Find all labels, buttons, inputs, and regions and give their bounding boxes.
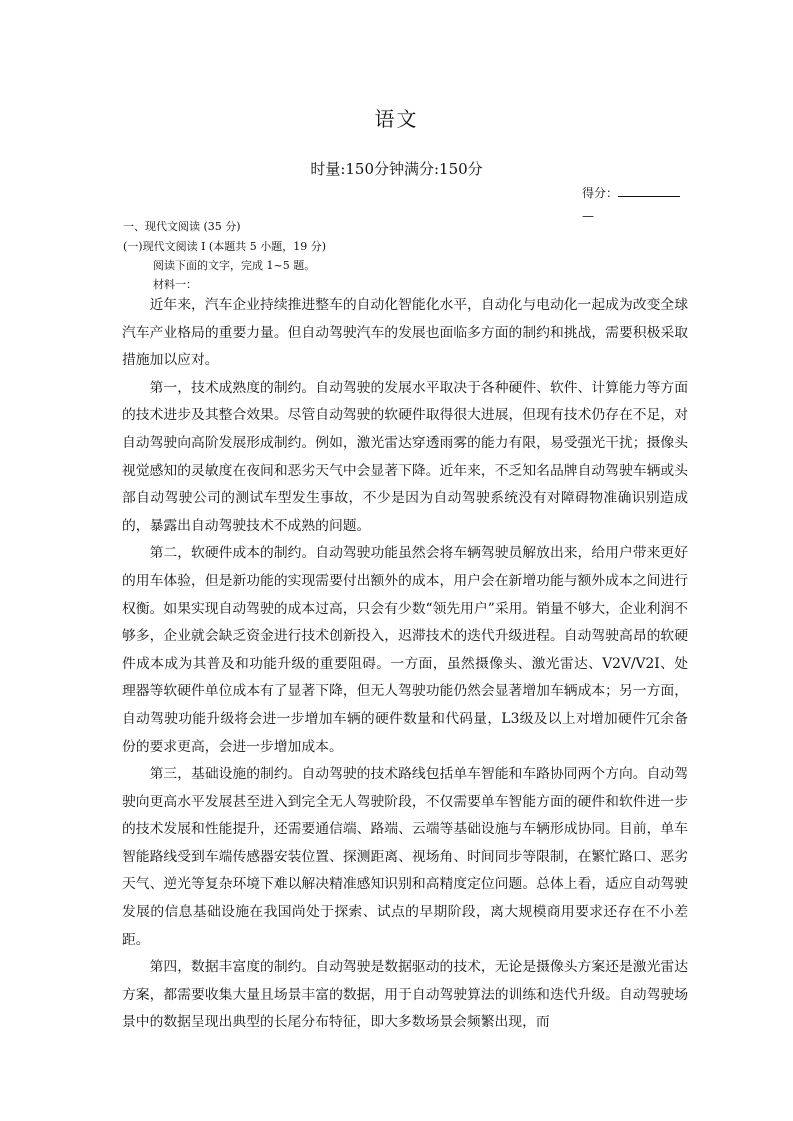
article-body	[122, 292, 688, 1037]
material-label: 材料一：	[153, 278, 197, 291]
score-label: 得分：	[582, 186, 619, 200]
score-blank	[618, 184, 680, 197]
paragraph: 第三，基础设施的制约。自动驾驶的技术路线包括单车智能和车路协同两个方向。自动驾驶向更高水平发展甚至进入到完全无人驾驶阶段，不仅需要单车智能方面的硬件和软件进一步的技术发展和性能提升，还需要通信端、路端、云端等基础设施与车辆形成协同。目前，单车智能路线受到车端传感器安装位置、探测距离、视场角、时间同步等限制，在繁忙路口、恶劣天气、逆光等复杂环境下难以解决精准感知识别和高精度定位问题。总体上看，适应自动驾驶发展的信息基础设施在我国尚处于探索、试点的早期阶段，离大规模商用要求还存在不小差距。	[122, 766, 688, 948]
paragraph: 近年来，汽车企业持续推进整车的自动化智能化水平，自动化与电动化一起成为改变全球汽车产业格局的重要力量。但自动驾驶汽车的发展也面临多方面的制约和挑战，需要积极采取措施加以应对。	[122, 297, 688, 369]
paragraph: 第四，数据丰富度的制约。自动驾驶是数据驱动的技术，无论是摄像头方案还是激光雷达方案，都需要收集大量且场景丰富的数据，用于自动驾驶算法的训练和迭代升级。自动驾驶场景中的数据呈现出典型的长尾分布特征，即大多数场景会频繁出现，而	[122, 959, 688, 1031]
score-blank-tail: —	[582, 209, 594, 223]
section-heading: 一、现代文阅读 (35 分)	[123, 220, 241, 233]
paragraph: 第一，技术成熟度的制约。自动驾驶的发展水平取决于各种硬件、软件、计算能力等方面的技术进步及其整合效果。尽管自动驾驶的软硬件取得很大进展，但现有技术仍存在不足，对自动驾驶向高阶发展形成制约。例如，激光雷达穿透雨雾的能力有限，易受强光干扰；摄像头视觉感知的灵敏度在夜间和恶劣天气中会显著下降。近年来，不乏知名品牌自动驾驶车辆或头部自动驾驶公司的测试车型发生事故，不少是因为自动驾驶系统没有对障碍物准确识别造成的，暴露出自动驾驶技术不成熟的问题。	[122, 379, 688, 534]
document-title: 语文	[374, 107, 419, 131]
instruction-text: 阅读下面的文字，完成 1~5 题。	[153, 259, 316, 272]
exam-timing: 时量:150分钟满分:150分	[310, 160, 483, 178]
score-field	[582, 182, 692, 228]
paragraph: 第二，软硬件成本的制约。自动驾驶功能虽然会将车辆驾驶员解放出来，给用户带来更好的用车体验，但是新功能的实现需要付出额外的成本，用户会在新增功能与额外成本之间进行权衡。如果实现自动驾驶的成本过高，只会有少数“领先用户”采用。销量不够大，企业利润不够多，企业就会缺乏资金进行技术创新投入，迟滞技术的迭代升级进程。自动驾驶高昂的软硬件成本成为其普及和功能升级的重要阻碍。一方面，虽然摄像头、激光雷达、V2V/V2I、处理器等软硬件单位成本有了显著下降，但无人驾驶功能仍然会显著增加车辆成本；另一方面，自动驾驶功能升级将会进一步增加车辆的硬件数量和代码量，L3级及以上对增加硬件冗余备份的要求更高，会进一步增加成本。	[122, 545, 688, 755]
subsection-heading: (一)现代文阅读 I (本题共 5 小题，19 分)	[123, 240, 326, 253]
